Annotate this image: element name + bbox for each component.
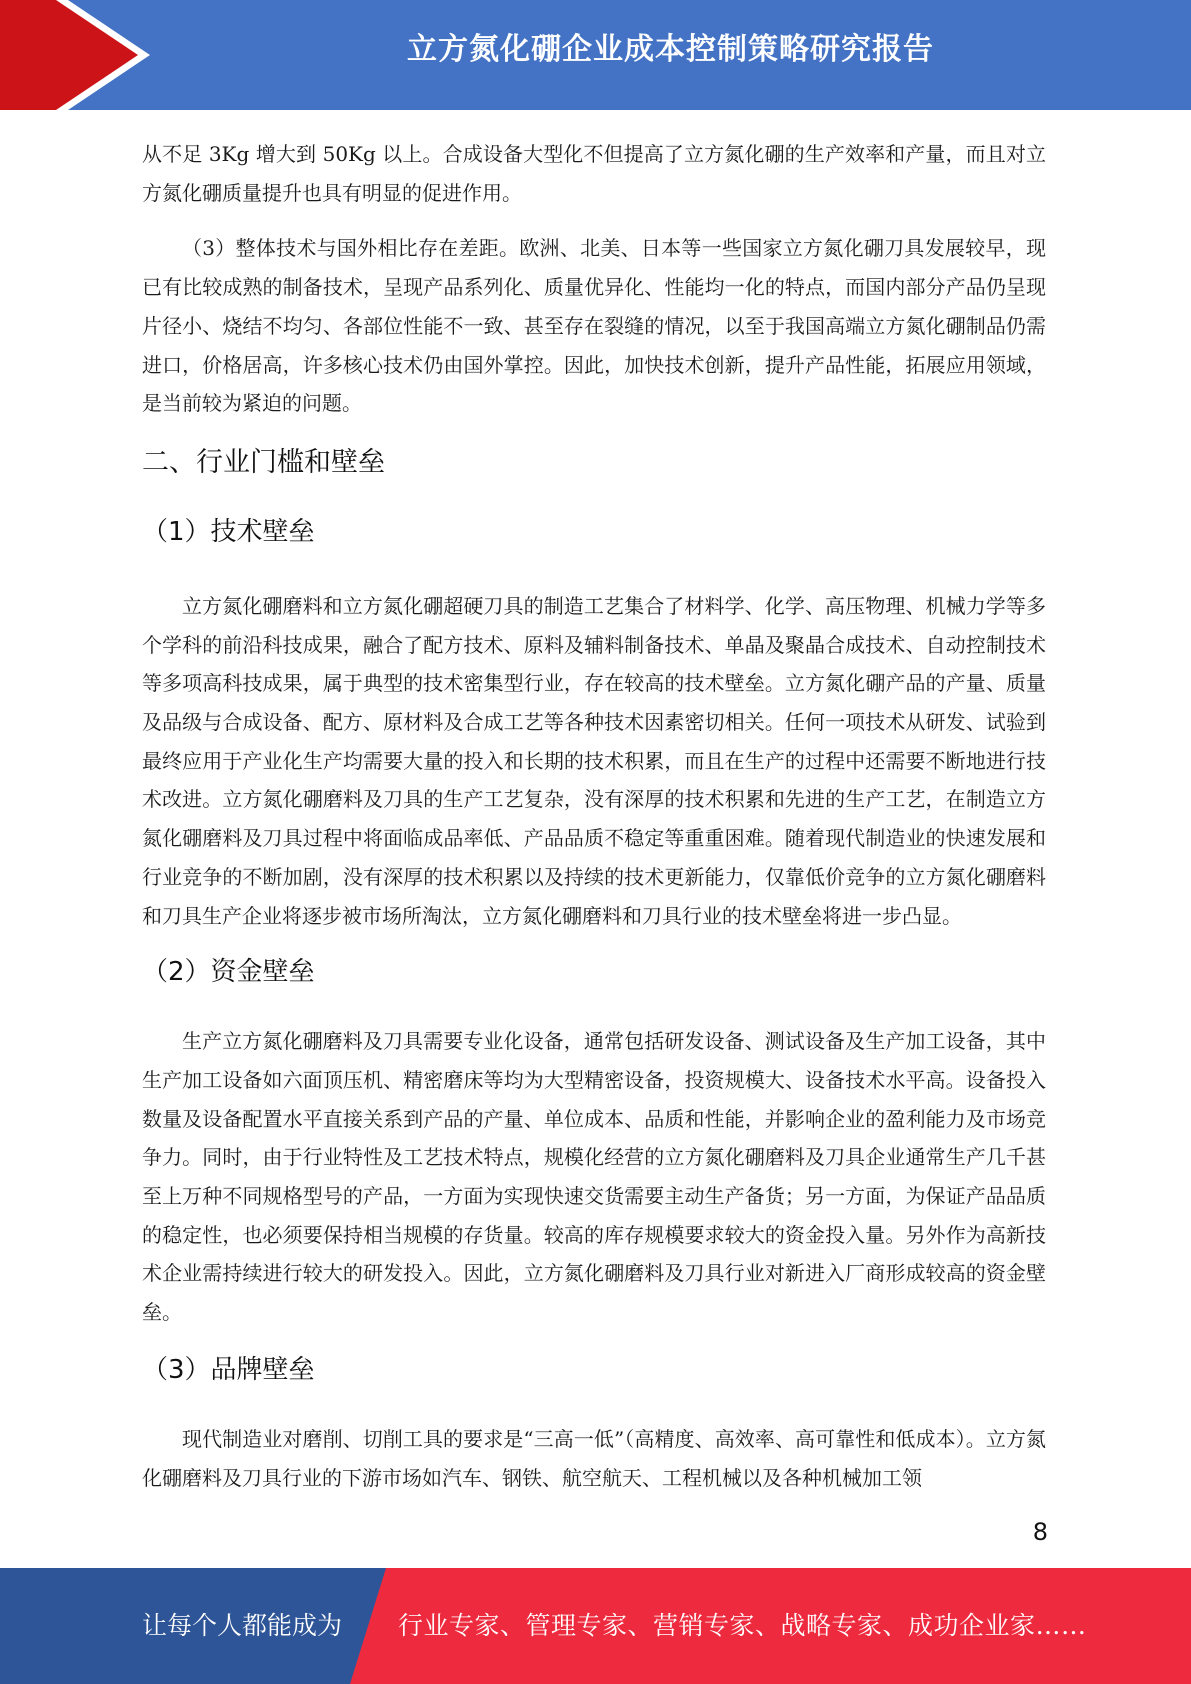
subsection-heading-capital: （2）资金壁垒 xyxy=(142,957,315,988)
footer-slogan-left: 让每个人都能成为 xyxy=(142,1611,343,1640)
page-content xyxy=(142,130,1046,1497)
subsection-heading-tech: （1）技术壁垒 xyxy=(142,516,315,547)
page-footer xyxy=(0,1568,1191,1684)
brand-barrier-paragraph: 现代制造业对磨削、切削工具的要求是“三高一低”（高精度、高效率、高可靠性和低成本）。立方氮化硼磨料及刀具行业的下游市场如汽车、钢铁、航空航天、工程机械以及各种机械加工领 xyxy=(142,1426,1046,1490)
subsection-heading-brand: （3）品牌壁垒 xyxy=(142,1354,315,1385)
intro-paragraph-2: （3）整体技术与国外相比存在差距。欧洲、北美、日本等一些国家立方氮化硼刀具发展较早，现已有比较成熟的制备技术，呈现产品系列化、质量优异化、性能均一化的特点，而国内部分产品仍呈现片径小、烧结不均匀、各部位性能不一致、甚至存在裂缝的情况，以至于我国高端立方氮化硼制品仍需进口，价格居高，许多核心技术仍由国外掌控。因此，加快技术创新，提升产品性能，拓展应用领域，是当前较为紧迫的问题。 xyxy=(142,236,1046,416)
capital-barrier-paragraph: 生产立方氮化硼磨料及刀具需要专业化设备，通常包括研发设备、测试设备及生产加工设备，其中生产加工设备如六面顶压机、精密磨床等均为大型精密设备，投资规模大、设备技术水平高。设备投入数量及设备配置水平直接关系到产品的产量、单位成本、品质和性能，并影响企业的盈利能力及市场竞争力。同时，由于行业特性及工艺技术特点，规模化经营的立方氮化硼磨料及刀具企业通常生产几千甚至上万种不同规格型号的产品，一方面为实现快速交货需要主动生产备货；另一方面，为保证产品品质的稳定性，也必须要保持相当规模的存货量。较高的库存规模要求较大的资金投入量。另外作为高新技术企业需持续进行较大的研发投入。因此，立方氮化硼磨料及刀具行业对新进入厂商形成较高的资金壁垒。 xyxy=(142,1029,1046,1325)
intro-paragraph-1: 从不足 3Kg 增大到 50Kg 以上。合成设备大型化不但提高了立方氮化硼的生产效率和产量，而且对立方氮化硼质量提升也具有明显的促进作用。 xyxy=(142,142,1046,205)
tech-barrier-paragraph: 立方氮化硼磨料和立方氮化硼超硬刀具的制造工艺集合了材料学、化学、高压物理、机械力学等多个学科的前沿科技成果，融合了配方技术、原料及辅料制备技术、单晶及聚晶合成技术、自动控制技术等多项高科技成果，属于典型的技术密集型行业，存在较高的技术壁垒。立方氮化硼产品的产量、质量及品级与合成设备、配方、原材料及合成工艺等各种技术因素密切相关。任何一项技术从研发、试验到最终应用于产业化生产均需要大量的投入和长期的技术积累，而且在生产的过程中还需要不断地进行技术改进。立方氮化硼磨料及刀具的生产工艺复杂，没有深厚的技术积累和先进的生产工艺，在制造立方氮化硼磨料及刀具过程中将面临成品率低、产品品质不稳定等重重困难。随着现代制造业的快速发展和行业竞争的不断加剧，没有深厚的技术积累以及持续的技术更新能力，仅靠低价竞争的立方氮化硼磨料和刀具生产企业将逐步被市场所淘汰，立方氮化硼磨料和刀具行业的技术壁垒将进一步凸显。 xyxy=(142,593,1046,928)
report-title: 立方氮化硼企业成本控制策略研究报告 xyxy=(407,32,934,67)
page-number: 8 xyxy=(1032,1518,1048,1546)
footer-slogan-right: 行业专家、管理专家、营销专家、战略专家、成功企业家…… xyxy=(398,1611,1087,1640)
chevron-arrow-icon xyxy=(0,0,150,110)
page-header xyxy=(0,0,1191,110)
section-heading: 二、行业门槛和壁垒 xyxy=(142,446,385,478)
